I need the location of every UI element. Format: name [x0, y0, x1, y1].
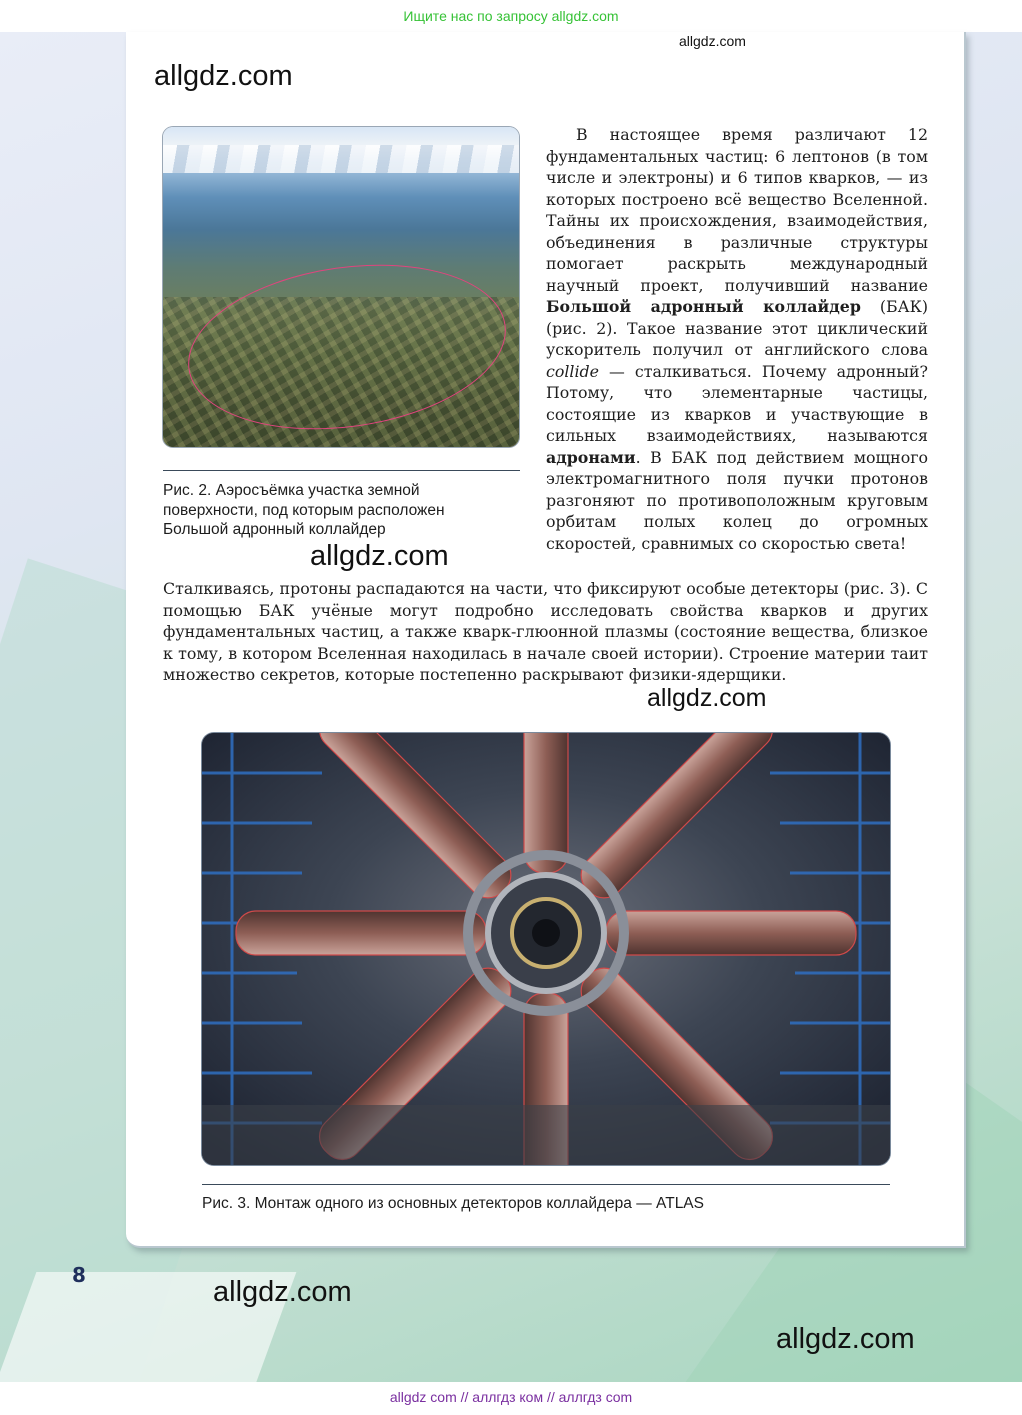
figure-3-caption: Рис. 3. Монтаж одного из основных детекторов коллайдера — ATLAS: [202, 1195, 704, 1212]
watermark-bottom-right: allgdz.com: [776, 1323, 915, 1355]
figure-2-caption: [163, 481, 523, 540]
caption-line: Рис. 2. Аэросъёмка участка земной: [163, 482, 420, 499]
text-run: (БАК) (рис. 2). Такое название этот циклический ускоритель получил от английского слова: [546, 297, 928, 359]
term-bold: Большой адронный коллайдер: [546, 297, 861, 316]
caption-line: поверхности, под которым расположен: [163, 501, 445, 519]
mountains: [163, 145, 519, 173]
text-run: В настоящее время различают 12 фундаментальных частиц: 6 лептонов (в том числе и электроны) и 6 типов кварков, — из которых построено всё вещество Вселенной. Тайны их происхождения, взаимодействия, объединения в различные структуры помогает раскрыть международный научный проект, получивший название: [546, 125, 928, 295]
figure-2-aerial-photo: [163, 127, 519, 447]
watermark-top: allgdz.com: [679, 33, 746, 49]
text-run: . В БАК под действием мощного электромагнитного поля пучки протонов разгоняют по противоположным круговым орбитам полых колец до огромных скоростей, сравнимых со скоростью света!: [546, 447, 928, 553]
watermark-right: allgdz.com: [647, 684, 767, 712]
caption-divider: [163, 470, 520, 471]
page-number: 8: [72, 1263, 86, 1287]
watermark-header: allgdz.com: [154, 60, 293, 92]
caption-divider: [202, 1184, 890, 1185]
watermark-middle: allgdz.com: [310, 540, 449, 572]
top-banner[interactable]: Ищите нас по запросу allgdz.com: [0, 0, 1022, 32]
caption-line: Большой адронный коллайдер: [163, 521, 386, 538]
body-text-column: [546, 124, 928, 554]
atlas-detector-illustration: [202, 733, 890, 1165]
figure-3-atlas-photo: [202, 733, 890, 1165]
body-text-full: Сталкиваясь, протоны распадаются на части, что фиксируют особые детекторы (рис. 3). С помощью БАК учёные могут подробно исследовать свойства кварков и других фундаментальных частиц, а также кварк-глюонной плазмы (состояние вещества, близкое к тому, в котором Вселенная находилась в начале своей истории). Строение материи таит множество секретов, которые постепенно раскрывают физики-ядерщики.: [163, 579, 928, 684]
bottom-banner[interactable]: allgdz com // аллгдз ком // аллгдз com: [0, 1382, 1022, 1415]
term-italic: collide: [546, 361, 599, 381]
watermark-bottom-left: allgdz.com: [213, 1276, 352, 1308]
text-run: — сталкиваться. Почему адронный? Потому, что элементарные частицы, состоящие из кварков и участвующие в сильных взаимодействиях, называются: [546, 361, 928, 445]
term-bold: адронами: [546, 447, 636, 467]
